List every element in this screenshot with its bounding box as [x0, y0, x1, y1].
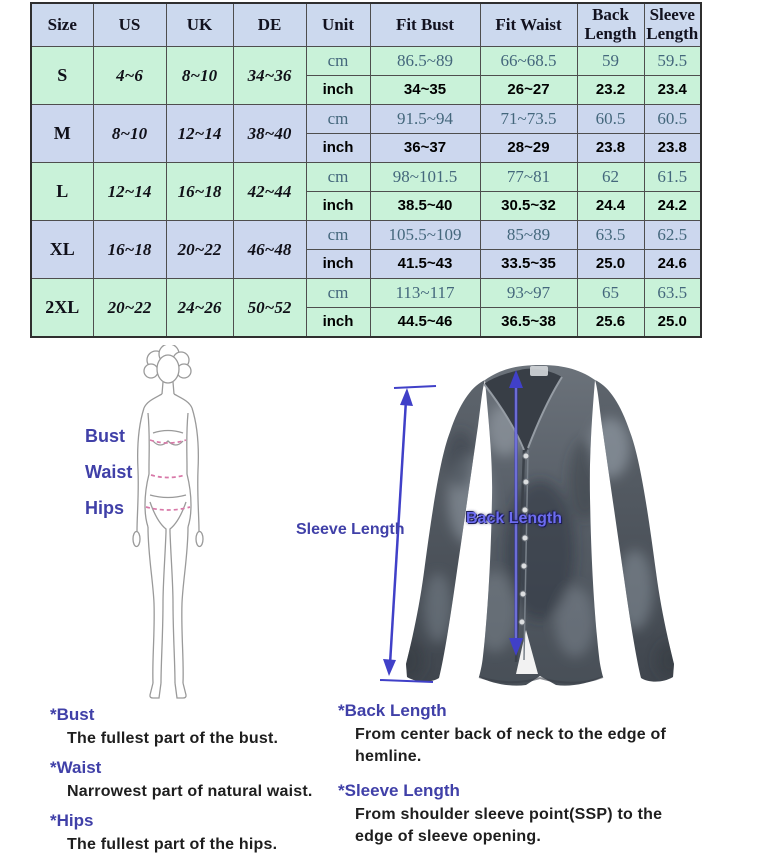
- table-cell: cm: [306, 163, 370, 192]
- col-header-uk: UK: [166, 3, 233, 47]
- table-cell: cm: [306, 47, 370, 76]
- table-cell: 62: [577, 163, 644, 192]
- table-cell: 24~26: [166, 279, 233, 338]
- table-cell: 25.6: [577, 308, 644, 338]
- sleeve-length-label: Sleeve Length: [296, 521, 405, 538]
- table-cell: 60.5: [577, 105, 644, 134]
- table-cell: 50~52: [233, 279, 306, 338]
- table-cell: 36.5~38: [480, 308, 577, 338]
- table-cell: 25.0: [644, 308, 701, 338]
- table-cell: 38.5~40: [370, 192, 480, 221]
- table-cell: 98~101.5: [370, 163, 480, 192]
- table-cell: 65: [577, 279, 644, 308]
- table-cell: inch: [306, 250, 370, 279]
- table-cell: 16~18: [93, 221, 166, 279]
- definition-term-waist: *Waist: [50, 758, 102, 777]
- table-cell: 23.2: [577, 76, 644, 105]
- definition-text-waist: Narrowest part of natural waist.: [67, 783, 313, 800]
- table-row: [31, 221, 701, 250]
- table-row: [31, 105, 701, 134]
- table-cell: 63.5: [577, 221, 644, 250]
- table-cell: 38~40: [233, 105, 306, 163]
- figure-body-outline: [133, 382, 203, 698]
- table-cell: 41.5~43: [370, 250, 480, 279]
- col-header-back-length: Back Length: [577, 3, 644, 47]
- col-header-size: Size: [31, 3, 93, 47]
- size-label: L: [31, 163, 93, 221]
- definitions-left-column: [50, 704, 350, 858]
- size-label: XL: [31, 221, 93, 279]
- bust-label: Bust: [85, 426, 125, 446]
- table-cell: cm: [306, 221, 370, 250]
- col-header-us: US: [93, 3, 166, 47]
- table-cell: 59.5: [644, 47, 701, 76]
- definition-text-hips: The fullest part of the hips.: [67, 836, 278, 853]
- table-cell: 34~36: [233, 47, 306, 105]
- table-cell: 26~27: [480, 76, 577, 105]
- definition-text-bust: The fullest part of the bust.: [67, 730, 279, 747]
- table-cell: 86.5~89: [370, 47, 480, 76]
- table-cell: cm: [306, 279, 370, 308]
- table-row: [31, 163, 701, 192]
- table-cell: 28~29: [480, 134, 577, 163]
- table-cell: 30.5~32: [480, 192, 577, 221]
- table-header-row: [31, 3, 701, 47]
- body-figure-illustration: [123, 345, 223, 705]
- definition-text-back-length: From center back of neck to the edge of hemline.: [355, 726, 666, 765]
- table-cell: inch: [306, 76, 370, 105]
- cardigan-illustration: [380, 360, 700, 705]
- table-cell: 12~14: [93, 163, 166, 221]
- table-cell: inch: [306, 308, 370, 338]
- col-header-sleeve-length: Sleeve Length: [644, 3, 701, 47]
- table-cell: 93~97: [480, 279, 577, 308]
- size-label: 2XL: [31, 279, 93, 338]
- table-row: [31, 279, 701, 308]
- table-cell: 23.4: [644, 76, 701, 105]
- table-cell: 46~48: [233, 221, 306, 279]
- table-cell: 23.8: [577, 134, 644, 163]
- table-cell: 62.5: [644, 221, 701, 250]
- table-cell: 34~35: [370, 76, 480, 105]
- waist-line: [151, 475, 185, 478]
- table-cell: 16~18: [166, 163, 233, 221]
- table-cell: inch: [306, 134, 370, 163]
- table-cell: inch: [306, 192, 370, 221]
- table-cell: 24.2: [644, 192, 701, 221]
- definitions-right-column: [338, 700, 674, 858]
- table-cell: 59: [577, 47, 644, 76]
- size-label: M: [31, 105, 93, 163]
- table-cell: 42~44: [233, 163, 306, 221]
- definition-term-hips: *Hips: [50, 811, 94, 830]
- table-cell: 8~10: [166, 47, 233, 105]
- back-length-label: Back Length: [466, 510, 563, 527]
- table-cell: 91.5~94: [370, 105, 480, 134]
- table-cell: 4~6: [93, 47, 166, 105]
- col-header-unit: Unit: [306, 3, 370, 47]
- table-cell: 24.6: [644, 250, 701, 279]
- table-cell: 85~89: [480, 221, 577, 250]
- table-cell: cm: [306, 105, 370, 134]
- hips-label: Hips: [85, 498, 125, 518]
- table-cell: 12~14: [166, 105, 233, 163]
- table-cell: 23.8: [644, 134, 701, 163]
- table-cell: 33.5~35: [480, 250, 577, 279]
- table-cell: 71~73.5: [480, 105, 577, 134]
- table-cell: 36~37: [370, 134, 480, 163]
- table-cell: 63.5: [644, 279, 701, 308]
- table-cell: 66~68.5: [480, 47, 577, 76]
- table-cell: 77~81: [480, 163, 577, 192]
- figure-head: [157, 355, 179, 383]
- table-cell: 25.0: [577, 250, 644, 279]
- table-cell: 105.5~109: [370, 221, 480, 250]
- definition-term-bust: *Bust: [50, 705, 95, 724]
- table-cell: 60.5: [644, 105, 701, 134]
- table-row: [31, 47, 701, 76]
- table-cell: 61.5: [644, 163, 701, 192]
- col-header-fit-bust: Fit Bust: [370, 3, 480, 47]
- table-cell: 8~10: [93, 105, 166, 163]
- col-header-de: DE: [233, 3, 306, 47]
- measurement-lines: [146, 440, 190, 510]
- definition-term-sleeve-length: *Sleeve Length: [338, 781, 460, 800]
- table-cell: 44.5~46: [370, 308, 480, 338]
- definition-text-sleeve-length: From shoulder sleeve point(SSP) to the edge of sleeve opening.: [355, 806, 663, 845]
- waist-label: Waist: [85, 462, 133, 482]
- table-cell: 24.4: [577, 192, 644, 221]
- table-cell: 113~117: [370, 279, 480, 308]
- col-header-fit-waist: Fit Waist: [480, 3, 577, 47]
- table-cell: 20~22: [93, 279, 166, 338]
- size-chart-table: [30, 2, 702, 338]
- definition-term-back-length: *Back Length: [338, 701, 447, 720]
- table-cell: 20~22: [166, 221, 233, 279]
- size-label: S: [31, 47, 93, 105]
- collar-tag: [530, 366, 548, 376]
